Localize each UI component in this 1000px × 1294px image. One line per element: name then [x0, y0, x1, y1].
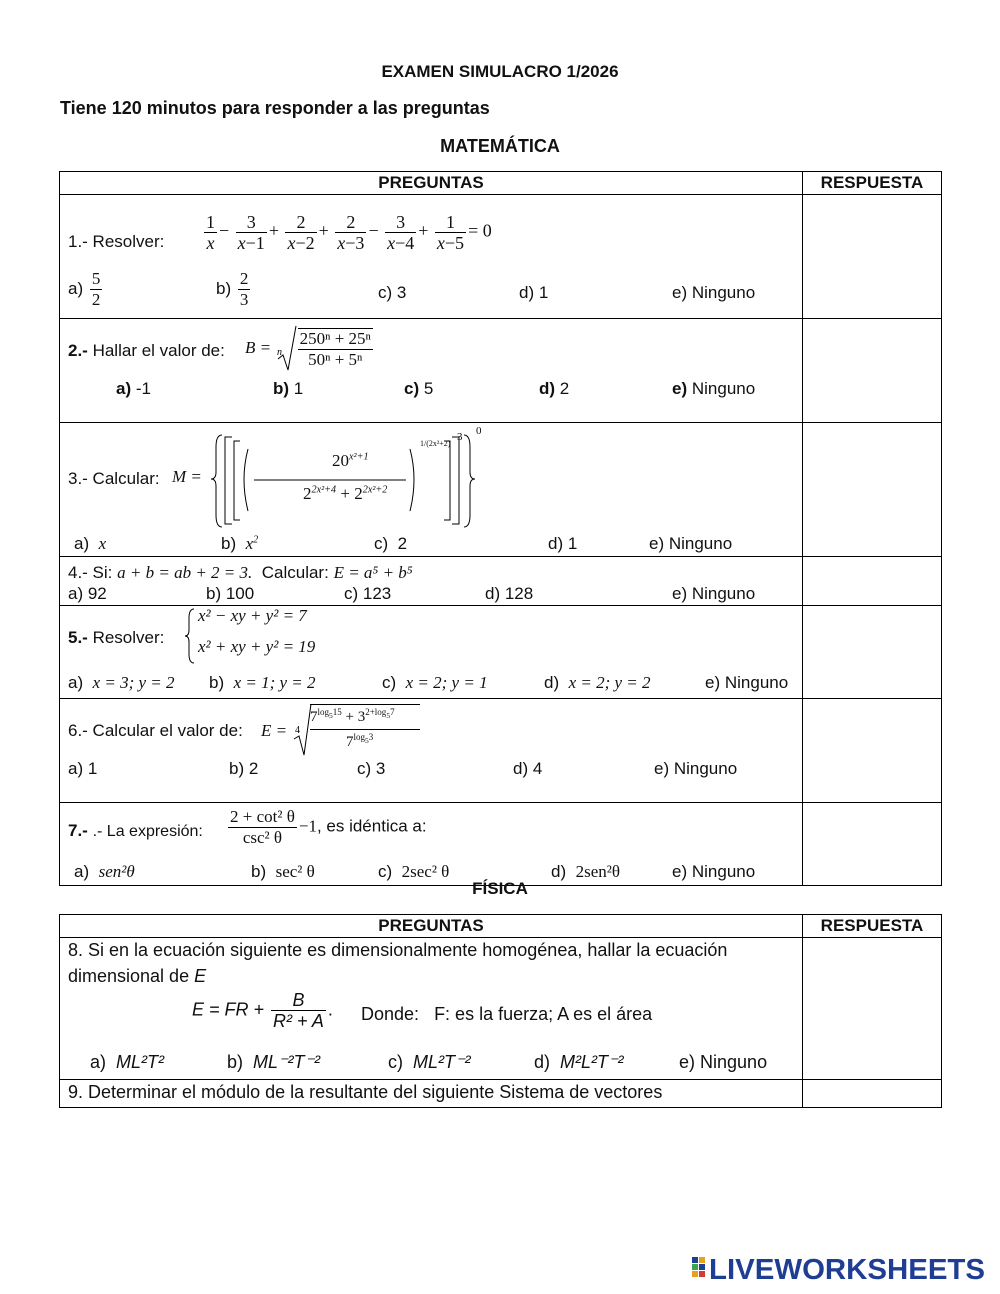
- q8-option-a[interactable]: a) ML²T²: [90, 1052, 165, 1072]
- q8-option-c[interactable]: c) ML²T⁻²: [388, 1052, 471, 1072]
- q5-label: Resolver:: [92, 628, 165, 647]
- question-row-2: [60, 319, 942, 423]
- q7-option-c[interactable]: c) 2sec² θ: [378, 862, 450, 881]
- q1-answer-box[interactable]: [803, 195, 942, 319]
- q6-answer-box[interactable]: [803, 699, 942, 803]
- q2-label: Hallar el valor de:: [92, 341, 225, 360]
- q8-option-e[interactable]: e) Ninguno: [679, 1052, 768, 1072]
- q1-option-b[interactable]: b) $\frac{2}{3}$: [216, 269, 249, 309]
- q1-option-a[interactable]: a) $\frac{5}{2}$: [68, 269, 101, 309]
- q6-option-a[interactable]: a) 1: [68, 759, 98, 778]
- liveworksheets-logo: [688, 1251, 988, 1285]
- q6-root-symbol: [292, 703, 312, 757]
- q3-option-e[interactable]: e) Ninguno: [649, 534, 733, 553]
- q7-expression: $\frac{\text{2 + cot² θ}}{\text{csc² θ}}$ −1, es idéntica a:: [230, 807, 427, 847]
- question-row-3: [60, 423, 942, 557]
- q3-outer-exponent: 0: [476, 425, 482, 437]
- q2-option-e[interactable]: e) Ninguno: [672, 379, 756, 398]
- q5-option-d[interactable]: d) x = 2; y = 2: [544, 673, 651, 692]
- header-answer: RESPUESTA: [803, 172, 942, 195]
- q2-expression: B = n $\frac{\text{250ⁿ + 25ⁿ}}{\text{50ⁿ + 5ⁿ}}$: [245, 325, 375, 373]
- q6-option-e[interactable]: e) Ninguno: [654, 759, 738, 778]
- q8-text-line2: dimensional de E: [68, 966, 207, 986]
- svg-text:n: n: [277, 347, 283, 358]
- q2-number: 2.-: [68, 341, 88, 360]
- q1-label: 1.- Resolver:: [68, 232, 165, 251]
- question-row-7: [60, 803, 942, 886]
- question-row-1: [60, 195, 942, 319]
- question-row-5: [60, 606, 942, 699]
- q2-option-b[interactable]: b) 1: [273, 379, 304, 398]
- q3-numerator: $20^{x^2+1}$: [332, 451, 369, 470]
- q5-option-b[interactable]: b) x = 1; y = 2: [209, 673, 316, 692]
- q5-option-c[interactable]: c) x = 2; y = 1: [382, 673, 488, 692]
- q4-option-e[interactable]: e) Ninguno: [672, 584, 756, 603]
- q1-option-e[interactable]: e) Ninguno: [672, 283, 756, 302]
- exam-title: EXAMEN SIMULACRO 1/2026: [381, 62, 619, 81]
- q2-option-a[interactable]: a) -1: [116, 379, 151, 398]
- q1-equation: $\frac{1}{x}$ − $\frac{3}{x-1}$ + $\frac{2}{x-2}$ + $\frac{2}{x-3}$ − $\frac{3}{x-4}$ + $\frac{1}{x-5}$ = 0: [206, 212, 492, 253]
- q8-equation: E = FR + $\frac{B}{\text{R² + A}}$ .: [192, 990, 333, 1031]
- q3-option-c[interactable]: c) 2: [374, 534, 408, 553]
- q5-option-e[interactable]: e) Ninguno: [705, 673, 789, 692]
- q5-equation-2: x² + xy + y² = 19: [198, 637, 316, 656]
- q3-label: 3.- Calcular:: [68, 469, 160, 488]
- header-questions: PREGUNTAS: [60, 172, 803, 195]
- math-questions-table: [59, 171, 942, 886]
- q2-root-symbol: [275, 325, 297, 373]
- q7-option-a[interactable]: a) sen²θ: [74, 862, 135, 881]
- q7-option-e[interactable]: e) Ninguno: [672, 862, 756, 881]
- instructions: Tiene 120 minutos para responder a las preguntas: [60, 98, 490, 118]
- q7-option-d[interactable]: d) 2sen²θ: [551, 862, 620, 881]
- q2-answer-box[interactable]: [803, 319, 942, 423]
- q8-text-line1: 8. Si en la ecuación siguiente es dimensionalmente homogénea, hallar la ecuación: [68, 940, 728, 960]
- svg-text:LIVEWORKSHEETS: LIVEWORKSHEETS: [709, 1254, 985, 1285]
- svg-text:4: 4: [295, 725, 300, 736]
- q1-option-c[interactable]: c) 3: [378, 283, 407, 302]
- q9-text: 9. Determinar el módulo de la resultante del siguiente Sistema de vectores: [68, 1082, 663, 1102]
- q4-option-d[interactable]: d) 128: [485, 584, 534, 603]
- q6-fraction-bar: [310, 729, 420, 730]
- q7-option-b[interactable]: b) sec² θ: [251, 862, 315, 881]
- q4-answer-box[interactable]: [803, 557, 942, 606]
- q6-label: 6.- Calcular el valor de:: [68, 721, 243, 740]
- q6-option-c[interactable]: c) 3: [357, 759, 386, 778]
- q3-option-d[interactable]: d) 1: [548, 534, 578, 553]
- q7-answer-box[interactable]: [803, 803, 942, 886]
- q5-number: 5.-: [68, 628, 88, 647]
- question-row-8: [60, 938, 942, 1080]
- q8-where: Donde: F: es la fuerza; A es el área: [361, 1004, 653, 1024]
- q6-numerator: $7^{log_515} + 3^{2+log_57}$: [310, 707, 395, 725]
- q9-answer-box[interactable]: [803, 1080, 942, 1108]
- q3-answer-box[interactable]: [803, 423, 942, 557]
- section-math-title: MATEMÁTICA: [440, 136, 560, 156]
- q6-radicand: [310, 704, 420, 705]
- question-row-9: [60, 1080, 942, 1108]
- q8-answer-box[interactable]: [803, 938, 942, 1080]
- q6-option-b[interactable]: b) 2: [229, 759, 259, 778]
- q3-bracket-exponent: 3: [457, 431, 463, 443]
- q7-statement: 7.- .- La expresión:: [68, 821, 203, 840]
- q6-denominator: $7^{log_53}$: [346, 732, 374, 750]
- q3-option-a[interactable]: a) x: [74, 534, 107, 553]
- q4-option-b[interactable]: b) 100: [206, 584, 255, 603]
- q4-option-c[interactable]: c) 123: [344, 584, 392, 603]
- q5-answer-box[interactable]: [803, 606, 942, 699]
- q2-option-c[interactable]: c) 5: [404, 379, 434, 398]
- q5-option-a[interactable]: a) x = 3; y = 2: [68, 673, 175, 692]
- q3-denominator: $2^{2x^2+4} + 2^{2x^2+2}$: [303, 484, 388, 503]
- header-answer-physics: RESPUESTA: [803, 915, 942, 938]
- q3-lhs: M =: [172, 467, 202, 486]
- q8-option-d[interactable]: d) M²L²T⁻²: [534, 1052, 624, 1072]
- q6-option-d[interactable]: d) 4: [513, 759, 543, 778]
- q6-lhs: E =: [261, 721, 288, 740]
- q4-statement: 4.- Si: a + b = ab + 2 = 3. Calcular: E = a⁵ + b⁵: [68, 563, 413, 582]
- q5-equation-1: x² − xy + y² = 7: [198, 606, 307, 625]
- physics-questions-table: [59, 914, 942, 1108]
- question-row-4: [60, 557, 942, 606]
- section-physics-title: FÍSICA: [472, 879, 528, 898]
- q5-system-brace: [184, 608, 196, 664]
- q8-option-b[interactable]: b) ML⁻²T⁻²: [227, 1052, 321, 1072]
- q4-option-a[interactable]: a) 92: [68, 584, 107, 603]
- q3-inner-exponent: 1/(2x²+2): [420, 439, 451, 448]
- header-questions-physics: PREGUNTAS: [60, 915, 803, 938]
- q1-option-d[interactable]: d) 1: [519, 283, 549, 302]
- q3-option-b[interactable]: b) $x^2$: [221, 534, 259, 553]
- q2-option-d[interactable]: d) 2: [539, 379, 570, 398]
- question-row-6: [60, 699, 942, 803]
